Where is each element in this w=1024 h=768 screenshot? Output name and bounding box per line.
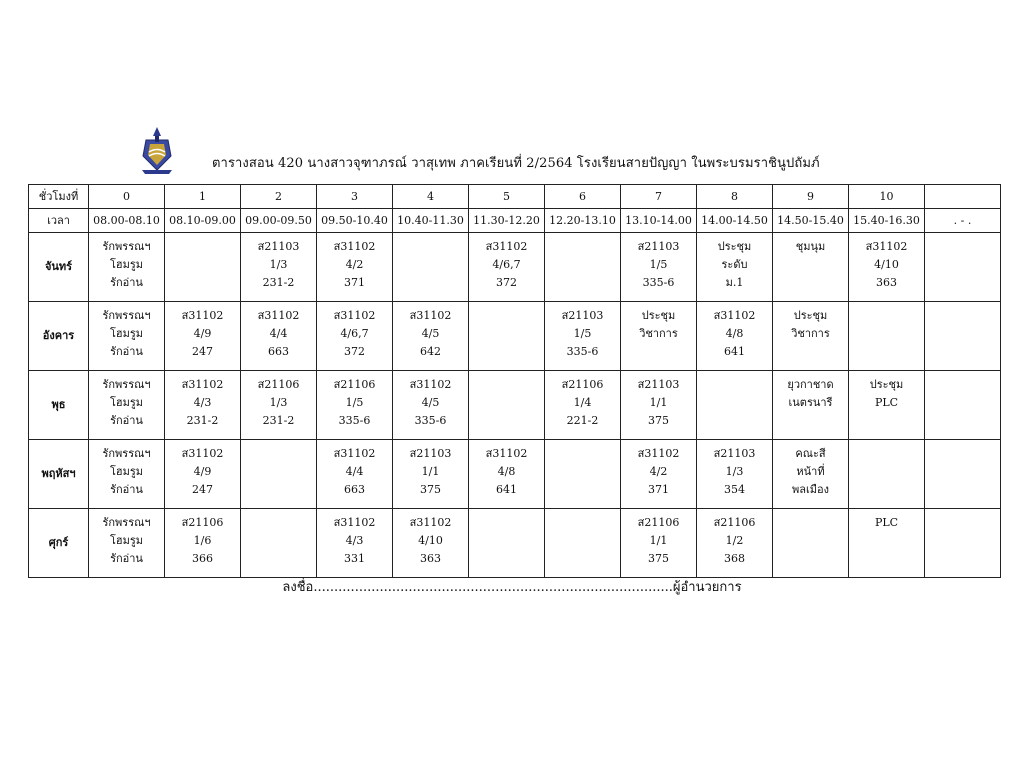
schedule-cell-line: ส31102	[485, 447, 528, 460]
schedule-cell-line: โฮมรูม	[109, 534, 144, 547]
period-number: 8	[697, 185, 773, 209]
schedule-cell	[241, 233, 317, 302]
schedule-cell-line: ส21103	[257, 240, 300, 253]
period-number: 7	[621, 185, 697, 209]
time-range: 13.10-14.00	[621, 209, 697, 233]
schedule-cell-line: ส31102	[181, 309, 224, 322]
schedule-cell-line: รักพรรณฯ	[102, 447, 151, 460]
schedule-cell-line: 372	[344, 345, 365, 358]
schedule-cell-line: ประชุม	[869, 378, 904, 391]
schedule-cell-line: 1/5	[649, 258, 668, 271]
period-header-row	[29, 185, 1001, 209]
schedule-cell-line: PLC	[874, 396, 899, 409]
schedule-cell-line: เนตรนารี	[788, 396, 833, 409]
schedule-cell-line: รักพรรณฯ	[102, 309, 151, 322]
schedule-cell	[89, 302, 165, 371]
schedule-cell-line: โฮมรูม	[109, 327, 144, 340]
schedule-cell-line: 221-2	[566, 414, 599, 427]
period-number: 6	[545, 185, 621, 209]
schedule-cell-line: ส21103	[713, 447, 756, 460]
schedule-cell	[317, 509, 393, 578]
schedule-cell-line: ส31102	[333, 240, 376, 253]
schedule-cell	[241, 302, 317, 371]
schedule-cell-line: 663	[344, 483, 365, 496]
day-name: ศุกร์	[29, 509, 89, 578]
period-number: 2	[241, 185, 317, 209]
time-range: 08.00-08.10	[89, 209, 165, 233]
schedule-cell-line: รักอ่าน	[110, 276, 143, 289]
schedule-cell	[393, 302, 469, 371]
schedule-cell-line: 4/9	[193, 465, 212, 478]
schedule-cell-line: 1/5	[345, 396, 364, 409]
schedule-cell-line: 4/10	[874, 258, 899, 271]
schedule-cell-line: 4/9	[193, 327, 212, 340]
period-number: 5	[469, 185, 545, 209]
time-range: 09.00-09.50	[241, 209, 317, 233]
schedule-cell-line: 247	[192, 345, 213, 358]
schedule-cell-line: ส21103	[409, 447, 452, 460]
schedule-cell-line: ส21106	[333, 378, 376, 391]
time-range: 14.50-15.40	[773, 209, 849, 233]
schedule-cell-line: โฮมรูม	[109, 465, 144, 478]
time-range: . - .	[925, 209, 1001, 233]
schedule-cell-line: ส31102	[181, 447, 224, 460]
schedule-cell-line: รักพรรณฯ	[102, 516, 151, 529]
schedule-cell-line: 363	[420, 552, 441, 565]
schedule-cell-line: ส21106	[257, 378, 300, 391]
schedule-cell	[697, 440, 773, 509]
schedule-cell-line: 368	[724, 552, 745, 565]
schedule-cell-line: 231-2	[186, 414, 219, 427]
schedule-cell	[621, 440, 697, 509]
schedule-cell-line: 4/3	[193, 396, 212, 409]
schedule-cell-line: รักอ่าน	[110, 414, 143, 427]
day-name: อังคาร	[29, 302, 89, 371]
schedule-cell-line: โฮมรูม	[109, 396, 144, 409]
schedule-cell-line: 1/1	[421, 465, 440, 478]
schedule-cell	[165, 440, 241, 509]
schedule-cell-line: ส21106	[637, 516, 680, 529]
table-row	[29, 509, 1001, 578]
schedule-cell-line: ระดับ	[721, 258, 748, 271]
schedule-cell-line: ส31102	[485, 240, 528, 253]
schedule-cell-line: ส31102	[409, 378, 452, 391]
schedule-cell-line: 1/1	[649, 534, 668, 547]
schedule-cell-line: 371	[344, 276, 365, 289]
schedule-cell	[925, 371, 1001, 440]
schedule-cell	[393, 371, 469, 440]
schedule-cell	[925, 302, 1001, 371]
schedule-cell	[165, 371, 241, 440]
document-title: ตารางสอน 420 นางสาวจุฑาภรณ์ วาสุเทพ ภาคเรียนที่ 2/2564 โรงเรียนสายปัญญา ในพระบรมราชินูปถัมภ์	[212, 156, 820, 171]
schedule-cell-line: 331	[344, 552, 365, 565]
schedule-cell-line: 372	[496, 276, 517, 289]
schedule-cell	[165, 509, 241, 578]
schedule-cell	[393, 509, 469, 578]
schedule-cell-line: รักอ่าน	[110, 483, 143, 496]
schedule-cell-line: PLC	[874, 516, 899, 529]
schedule-cell-line: ส31102	[409, 309, 452, 322]
schedule-cell	[317, 302, 393, 371]
schedule-cell-line: ม.1	[725, 276, 744, 289]
schedule-cell-line: 4/6,7	[492, 258, 521, 271]
day-name: จันทร์	[29, 233, 89, 302]
schedule-cell	[317, 440, 393, 509]
schedule-cell-line: ส31102	[637, 447, 680, 460]
schedule-cell-line: ส21106	[713, 516, 756, 529]
schedule-cell	[393, 233, 469, 302]
schedule-cell-line: รักอ่าน	[110, 345, 143, 358]
schedule-cell-line: 1/6	[193, 534, 212, 547]
period-header-label: ชั่วโมงที่	[29, 185, 89, 209]
schedule-cell-line: ประชุม	[641, 309, 676, 322]
schedule-cell-line: ส31102	[409, 516, 452, 529]
time-range: 10.40-11.30	[393, 209, 469, 233]
schedule-cell	[773, 371, 849, 440]
schedule-cell	[165, 233, 241, 302]
schedule-cell	[925, 233, 1001, 302]
schedule-cell	[849, 302, 925, 371]
schedule-cell	[925, 509, 1001, 578]
schedule-cell-line: 1/4	[573, 396, 592, 409]
schedule-cell-line: 4/2	[649, 465, 668, 478]
schedule-cell	[621, 509, 697, 578]
day-name: พฤหัสฯ	[29, 440, 89, 509]
schedule-cell	[925, 440, 1001, 509]
schedule-cell	[545, 440, 621, 509]
schedule-cell	[89, 233, 165, 302]
schedule-cell	[317, 233, 393, 302]
schedule-cell	[241, 509, 317, 578]
period-number: 9	[773, 185, 849, 209]
schedule-cell	[241, 371, 317, 440]
schedule-cell-line: 371	[648, 483, 669, 496]
schedule-cell-line: ประชุม	[793, 309, 828, 322]
schedule-cell-line: 375	[648, 414, 669, 427]
schedule-cell-line: 4/5	[421, 396, 440, 409]
schedule-cell	[773, 509, 849, 578]
schedule-cell-line: 335-6	[414, 414, 447, 427]
schedule-cell-line: ส31102	[257, 309, 300, 322]
table-row	[29, 302, 1001, 371]
schedule-cell-line: 4/6,7	[340, 327, 369, 340]
schedule-cell	[697, 509, 773, 578]
schedule-cell-line: ชุมนุม	[795, 240, 826, 253]
schedule-cell-line: 4/2	[345, 258, 364, 271]
schedule-cell-line: ยุวกาชาด	[787, 378, 834, 391]
time-range: 08.10-09.00	[165, 209, 241, 233]
schedule-cell	[317, 371, 393, 440]
table-row	[29, 440, 1001, 509]
schedule-cell-line: หน้าที่	[796, 465, 825, 478]
schedule-cell-line: 375	[648, 552, 669, 565]
schedule-cell	[469, 371, 545, 440]
schedule-cell-line: พลเมือง	[792, 483, 829, 496]
period-number: 1	[165, 185, 241, 209]
schedule-cell-line: 363	[876, 276, 897, 289]
schedule-cell	[697, 233, 773, 302]
period-number: 3	[317, 185, 393, 209]
schedule-cell	[241, 440, 317, 509]
schedule-cell	[773, 233, 849, 302]
schedule-cell-line: 4/10	[418, 534, 443, 547]
schedule-cell-line: 1/3	[269, 396, 288, 409]
schedule-cell-line: ส31102	[333, 309, 376, 322]
schedule-cell-line: 335-6	[642, 276, 675, 289]
schedule-cell-line: 1/2	[725, 534, 744, 547]
schedule-cell-line: 641	[496, 483, 517, 496]
schedule-cell-line: ส21103	[561, 309, 604, 322]
schedule-cell	[469, 233, 545, 302]
schedule-cell-line: 335-6	[566, 345, 599, 358]
schedule-cell-line: 231-2	[262, 276, 295, 289]
schedule-cell-line: รักพรรณฯ	[102, 378, 151, 391]
schedule-cell-line: 231-2	[262, 414, 295, 427]
table-row	[29, 233, 1001, 302]
schedule-cell-line: 366	[192, 552, 213, 565]
schedule-cell-line: 4/8	[497, 465, 516, 478]
schedule-cell-line: 335-6	[338, 414, 371, 427]
schedule-cell-line: ส21106	[561, 378, 604, 391]
signature-line: ลงชื่อ.......................................................................................ผู้อำนวยการ	[282, 580, 742, 595]
schedule-cell-line: 4/5	[421, 327, 440, 340]
schedule-cell	[469, 509, 545, 578]
schedule-cell	[849, 440, 925, 509]
schedule-cell	[89, 371, 165, 440]
schedule-cell-line: ส31102	[181, 378, 224, 391]
time-range: 11.30-12.20	[469, 209, 545, 233]
period-number	[925, 185, 1001, 209]
time-range: 12.20-13.10	[545, 209, 621, 233]
schedule-cell-line: ส31102	[333, 516, 376, 529]
time-header-label: เวลา	[29, 209, 89, 233]
period-number: 4	[393, 185, 469, 209]
schedule-cell	[773, 440, 849, 509]
schedule-cell-line: โฮมรูม	[109, 258, 144, 271]
time-header-row	[29, 209, 1001, 233]
schedule-cell-line: ส31102	[865, 240, 908, 253]
schedule-cell	[393, 440, 469, 509]
schedule-cell-line: ส21103	[637, 240, 680, 253]
schedule-cell-line: 4/4	[345, 465, 364, 478]
schedule-cell-line: วิชาการ	[791, 327, 830, 340]
schedule-cell-line: 642	[420, 345, 441, 358]
schedule-cell-line: ส31102	[713, 309, 756, 322]
schedule-cell	[545, 302, 621, 371]
schedule-cell-line: 4/8	[725, 327, 744, 340]
schedule-cell	[469, 302, 545, 371]
schedule-cell	[89, 440, 165, 509]
schedule-cell-line: รักพรรณฯ	[102, 240, 151, 253]
schedule-cell-line: ส21106	[181, 516, 224, 529]
schedule-cell	[621, 302, 697, 371]
schedule-cell	[849, 509, 925, 578]
schedule-cell	[849, 371, 925, 440]
schedule-cell-line: 663	[268, 345, 289, 358]
schedule-cell-line: 247	[192, 483, 213, 496]
schedule-cell	[697, 371, 773, 440]
time-range: 15.40-16.30	[849, 209, 925, 233]
schedule-cell	[469, 440, 545, 509]
school-emblem-icon	[140, 126, 174, 176]
schedule-cell	[621, 371, 697, 440]
schedule-cell-line: 641	[724, 345, 745, 358]
schedule-cell	[621, 233, 697, 302]
period-number: 10	[849, 185, 925, 209]
schedule-cell	[165, 302, 241, 371]
schedule-cell-line: 354	[724, 483, 745, 496]
schedule-cell-line: วิชาการ	[639, 327, 678, 340]
timetable	[28, 184, 1001, 578]
schedule-cell-line: คณะสี	[795, 447, 826, 460]
table-row	[29, 371, 1001, 440]
schedule-cell	[773, 302, 849, 371]
schedule-cell-line: รักอ่าน	[110, 552, 143, 565]
schedule-cell	[545, 509, 621, 578]
schedule-cell-line: 375	[420, 483, 441, 496]
period-number: 0	[89, 185, 165, 209]
day-name: พุธ	[29, 371, 89, 440]
schedule-cell	[545, 371, 621, 440]
schedule-cell-line: 4/4	[269, 327, 288, 340]
schedule-cell-line: 1/1	[649, 396, 668, 409]
schedule-cell-line: 1/3	[725, 465, 744, 478]
schedule-cell-line: ประชุม	[717, 240, 752, 253]
schedule-cell	[89, 509, 165, 578]
time-range: 14.00-14.50	[697, 209, 773, 233]
schedule-cell-line: 1/5	[573, 327, 592, 340]
schedule-cell	[545, 233, 621, 302]
schedule-cell	[849, 233, 925, 302]
schedule-cell-line: ส31102	[333, 447, 376, 460]
schedule-cell-line: 1/3	[269, 258, 288, 271]
schedule-cell-line: ส21103	[637, 378, 680, 391]
schedule-cell-line: 4/3	[345, 534, 364, 547]
time-range: 09.50-10.40	[317, 209, 393, 233]
schedule-cell	[697, 302, 773, 371]
